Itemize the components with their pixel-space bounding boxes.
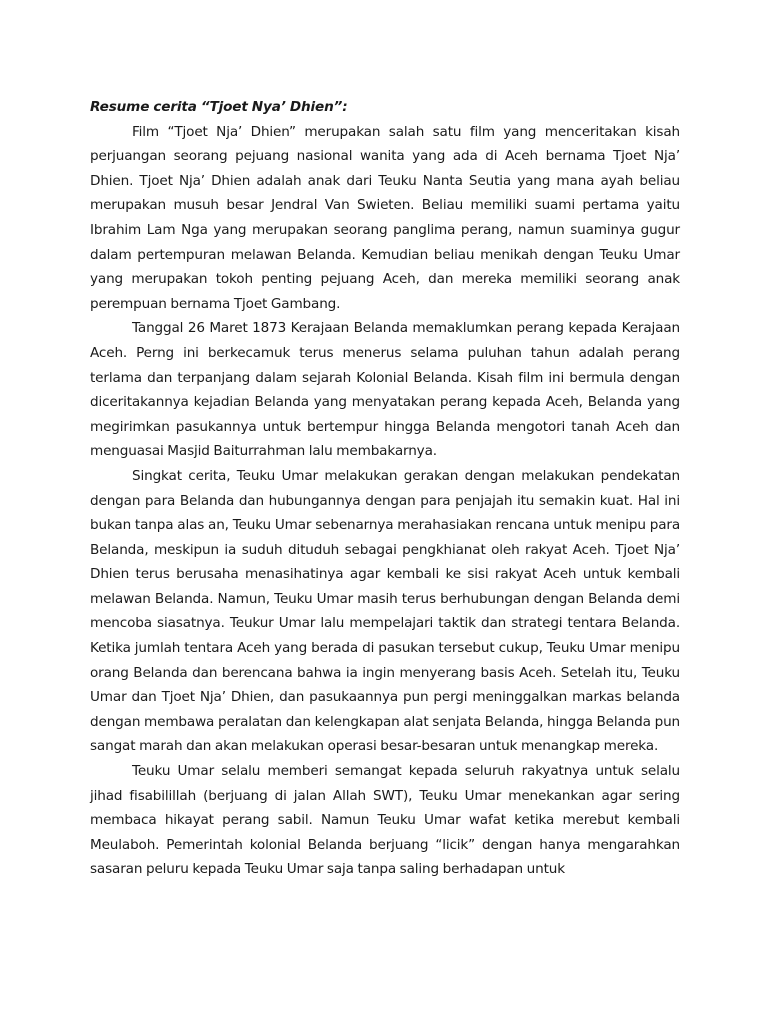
document-title: Resume cerita “Tjoet Nya’ Dhien”:	[90, 99, 348, 115]
document-page	[90, 95, 680, 882]
paragraph-3: Singkat cerita, Teuku Umar melakukan gerakan dengan melakukan pendekatan dengan para Belanda dan hubungannya dengan para penjajah itu semakin kuat. Hal ini bukan tanpa alas an, Teuku Umar sebenarnya merahasiakan rencana untuk menipu para Belanda, meskipun ia suduh dituduh sebagai pengkhianat oleh rakyat Aceh. Tjoet Nja’ Dhien terus berusaha menasihatinya agar kembali ke sisi rakyat Aceh untuk kembali melawan Belanda. Namun, Teuku Umar masih terus berhubungan dengan Belanda demi mencoba siasatnya. Teukur Umar lalu mempelajari taktik dan strategi tentara Belanda. Ketika jumlah tentara Aceh yang berada di pasukan tersebut cukup, Teuku Umar menipu orang Belanda dan berencana bahwa ia ingin menyerang basis Aceh. Setelah itu, Teuku Umar dan Tjoet Nja’ Dhien, dan pasukaannya pun pergi meninggalkan markas belanda dengan membawa peralatan dan kelengkapan alat senjata Belanda, hingga Belanda pun sangat marah dan akan melakukan operasi besar-besaran untuk menangkap mereka.	[90, 467, 680, 755]
paragraph-2: Tanggal 26 Maret 1873 Kerajaan Belanda memaklumkan perang kepada Kerajaan Aceh. Perng ini berkecamuk terus menerus selama puluhan tahun adalah perang terlama dan terpanjang dalam sejarah Kolonial Belanda. Kisah film ini bermula dengan diceritakannya kejadian Belanda yang menyatakan perang kepada Aceh, Belanda yang megirimkan pasukannya untuk bertempur hingga Belanda mengotori tanah Aceh dan menguasai Masjid Baiturrahman lalu membakarnya.	[90, 320, 680, 460]
paragraph-4: Teuku Umar selalu memberi semangat kepada seluruh rakyatnya untuk selalu jihad fisabilillah (berjuang di jalan Allah SWT), Teuku Umar menekankan agar sering membaca hikayat perang sabil. Namun Teuku Umar wafat ketika merebut kembali Meulaboh. Pemerintah kolonial Belanda berjuang “licik” dengan hanya mengarahkan sasaran peluru kepada Teuku Umar saja tanpa saling berhadapan untuk	[90, 763, 680, 878]
paragraph-1: Film “Tjoet Nja’ Dhien” merupakan salah satu film yang menceritakan kisah perjuangan seorang pejuang nasional wanita yang ada di Aceh bernama Tjoet Nja’ Dhien. Tjoet Nja’ Dhien adalah anak dari Teuku Nanta Seutia yang mana ayah beliau merupakan musuh besar Jendral Van Swieten. Beliau memiliki suami pertama yaitu Ibrahim Lam Nga yang merupakan seorang panglima perang, namun suaminya gugur dalam pertempuran melawan Belanda. Kemudian beliau menikah dengan Teuku Umar yang merupakan tokoh penting pejuang Aceh, dan mereka memiliki seorang anak perempuan bernama Tjoet Gambang.	[90, 123, 680, 312]
